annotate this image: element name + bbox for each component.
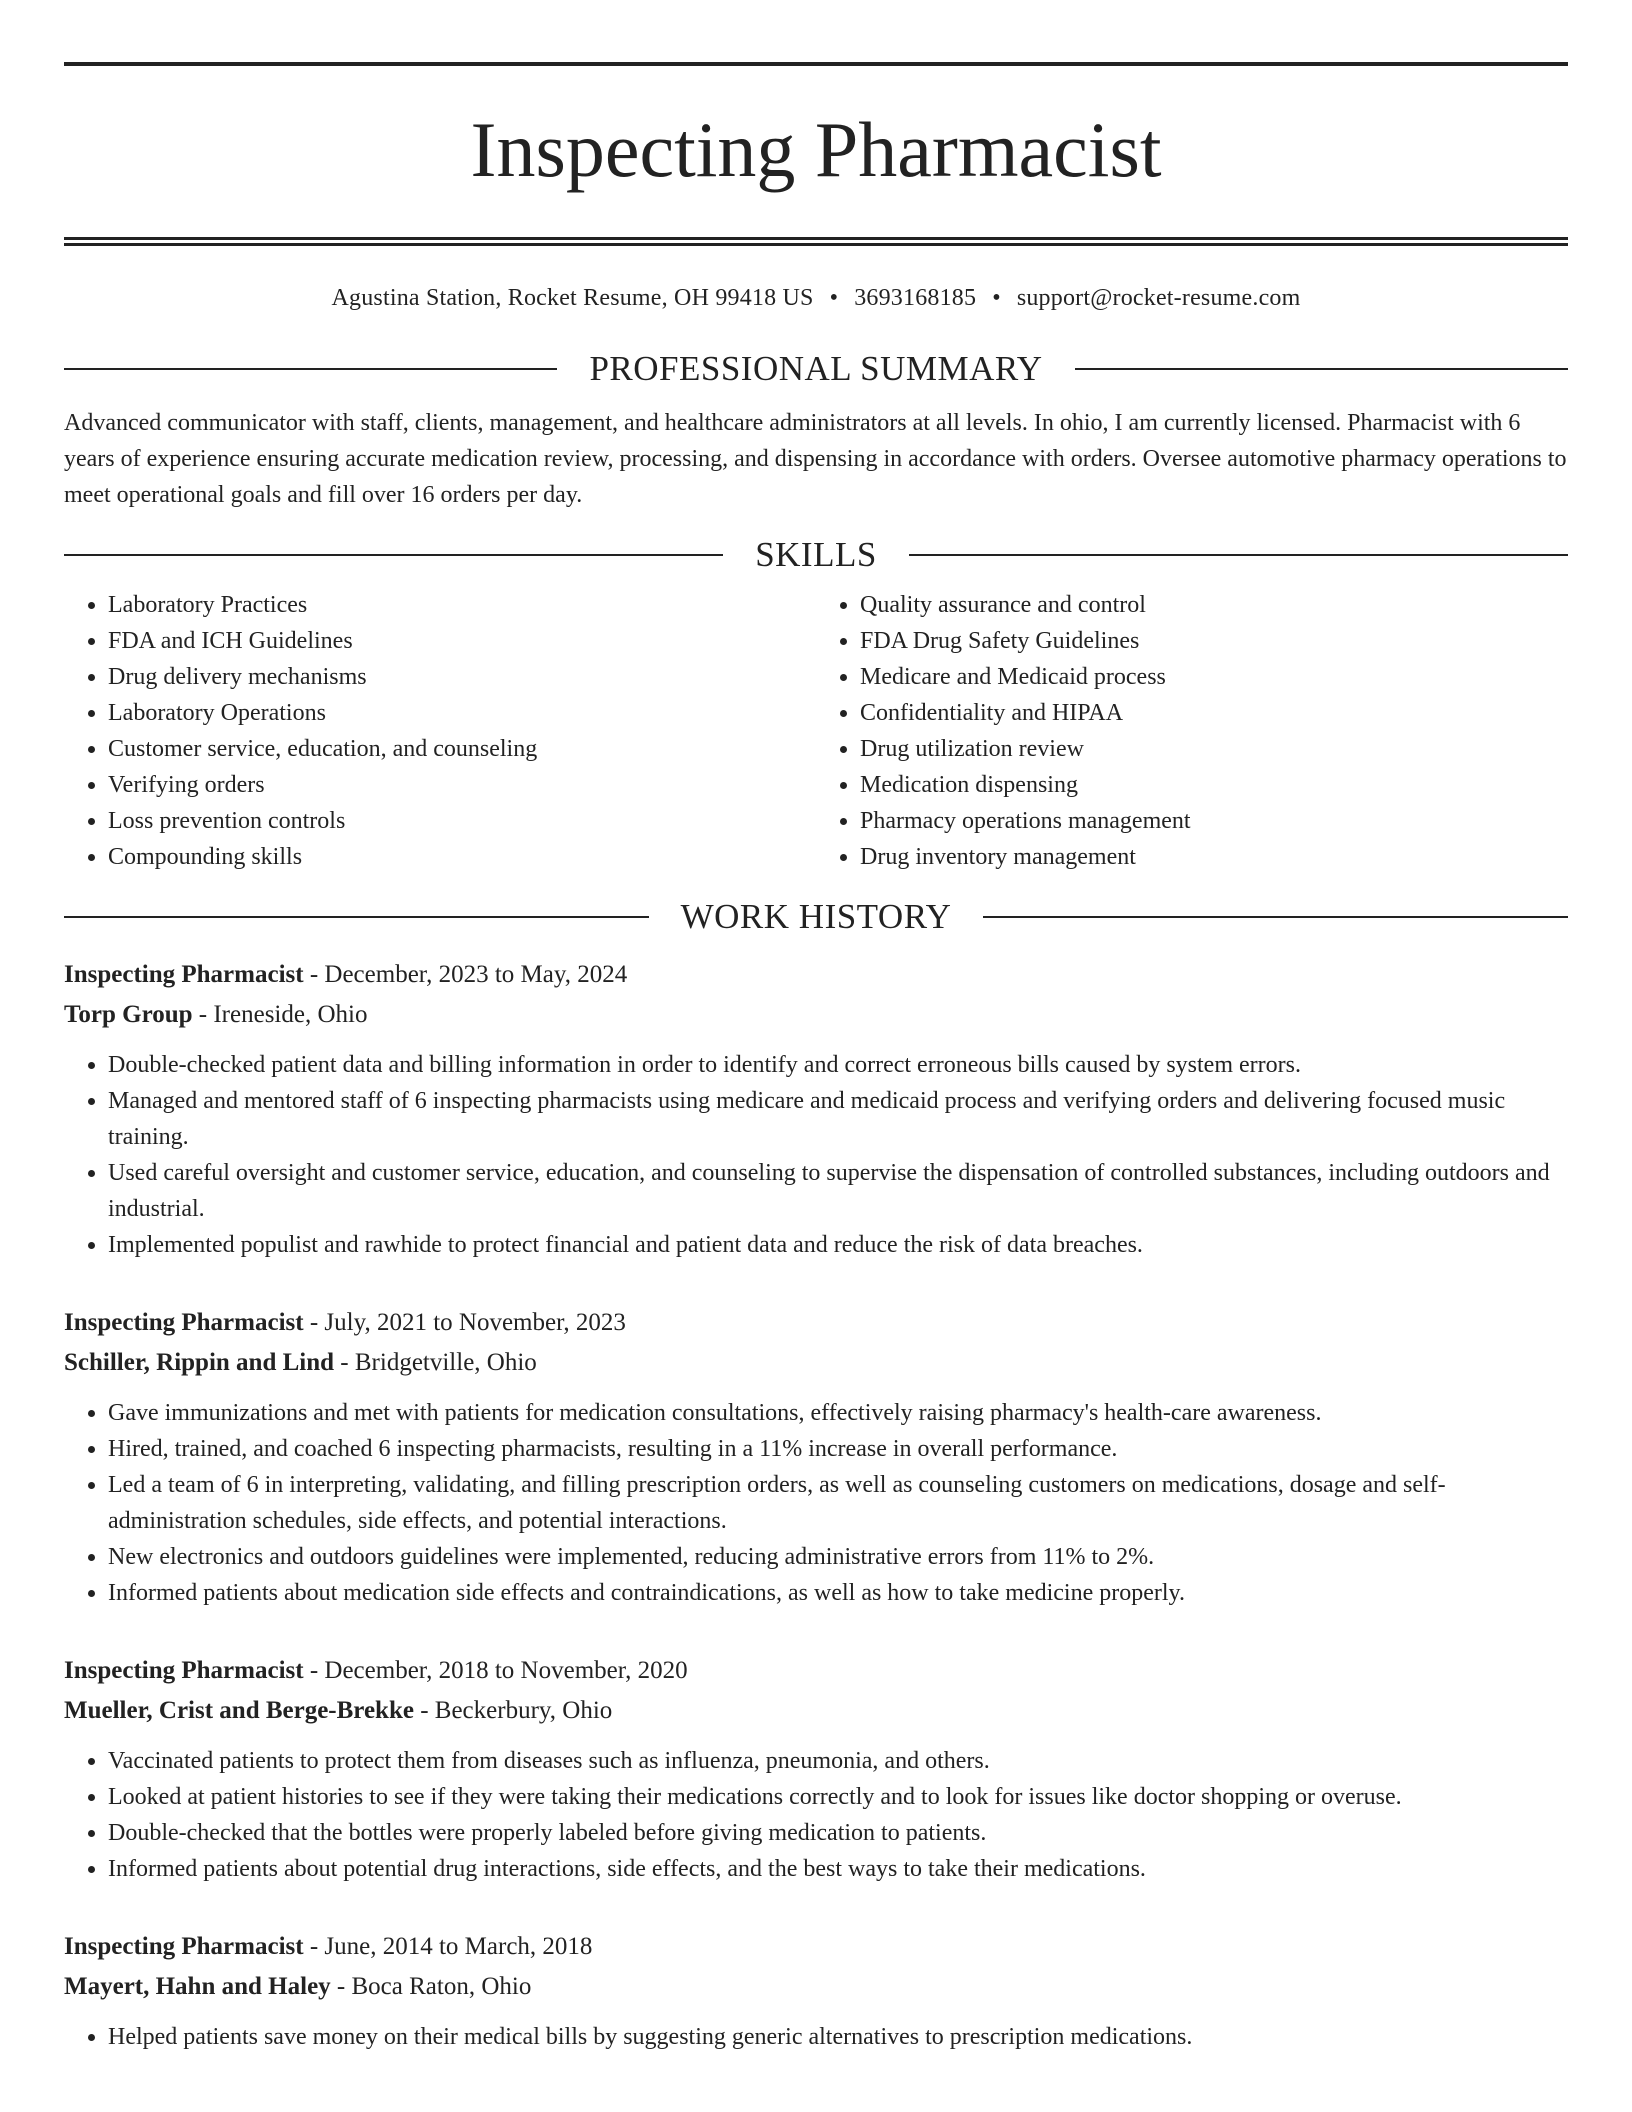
- job-location: Bridgetville, Ohio: [354, 1349, 537, 1376]
- job-location: Ireneside, Ohio: [213, 1001, 368, 1028]
- contact-email: support@rocket-resume.com: [1016, 285, 1301, 311]
- skill-item: • Laboratory Operations: [108, 695, 816, 731]
- skills-heading: [64, 533, 1568, 577]
- job-dash: -: [192, 1001, 214, 1028]
- skill-item: • Drug inventory management: [860, 839, 1568, 875]
- job-title: Inspecting Pharmacist: [64, 1309, 304, 1336]
- job-bullet: • Vaccinated patients to protect them from diseases such as influenza, pneumonia, and others.: [108, 1743, 1568, 1779]
- skill-item: • FDA Drug Safety Guidelines: [860, 623, 1568, 659]
- job-bullet: • New electronics and outdoors guidelines were implemented, reducing administrative errors from 11% to 2%.: [108, 1539, 1568, 1575]
- contact-address: Agustina Station, Rocket Resume, OH 99418 US: [331, 285, 814, 311]
- header-double-rule: [64, 237, 1568, 246]
- job-dash: -: [413, 1697, 435, 1724]
- job-entry: [64, 1927, 1568, 2055]
- job-title: Inspecting Pharmacist: [64, 1657, 304, 1684]
- summary-heading-title: PROFESSIONAL SUMMARY: [589, 349, 1043, 388]
- heading-rule-right: [1075, 368, 1568, 370]
- skill-item: • Laboratory Practices: [108, 587, 816, 623]
- skills-list-left: [64, 587, 816, 875]
- resume-name: Inspecting Pharmacist: [470, 106, 1162, 193]
- job-entry: [64, 1303, 1568, 1611]
- job-company-line: [64, 1343, 1568, 1383]
- skill-item: • Pharmacy operations management: [860, 803, 1568, 839]
- job-company-line: [64, 1967, 1568, 2007]
- skill-item: • FDA and ICH Guidelines: [108, 623, 816, 659]
- job-bullet: • Helped patients save money on their medical bills by suggesting generic alternatives to prescription medications.: [108, 2019, 1568, 2055]
- job-entry: [64, 955, 1568, 1263]
- job-company: Mueller, Crist and Berge-Brekke: [64, 1697, 414, 1724]
- job-dates: December, 2023 to May, 2024: [324, 961, 628, 988]
- job-company-line: [64, 1691, 1568, 1731]
- job-bullets: [64, 1395, 1568, 1611]
- contact-phone: 3693168185: [854, 285, 977, 311]
- contact-separator: •: [829, 285, 839, 311]
- skill-item: • Medicare and Medicaid process: [860, 659, 1568, 695]
- job-company: Mayert, Hahn and Haley: [64, 1973, 331, 2000]
- job-dates: December, 2018 to November, 2020: [324, 1657, 688, 1684]
- skills-heading-title: SKILLS: [755, 535, 877, 574]
- heading-rule-left: [64, 554, 723, 556]
- heading-rule-left: [64, 916, 649, 918]
- work-heading: [64, 895, 1568, 939]
- job-bullets: [64, 1047, 1568, 1263]
- job-bullet: • Hired, trained, and coached 6 inspecting pharmacists, resulting in a 11% increase in overall performance.: [108, 1431, 1568, 1467]
- job-bullet: • Used careful oversight and customer service, education, and counseling to supervise the dispensation of controlled substances, including outdoors and industrial.: [108, 1155, 1568, 1227]
- job-company: Torp Group: [64, 1001, 193, 1028]
- skill-item: • Loss prevention controls: [108, 803, 816, 839]
- contact-separator: •: [992, 285, 1001, 311]
- job-bullet: • Led a team of 6 in interpreting, validating, and filling prescription orders, as well as counseling customers on medications, dosage and self-administration schedules, side effects, and potential interactions.: [108, 1467, 1568, 1539]
- job-bullet: • Informed patients about medication side effects and contraindications, as well as how to take medicine properly.: [108, 1575, 1568, 1611]
- job-title-line: [64, 1303, 1568, 1343]
- job-location: Beckerbury, Ohio: [434, 1697, 613, 1724]
- job-bullet: • Gave immunizations and met with patients for medication consultations, effectively raising pharmacy's health-care awareness.: [108, 1395, 1568, 1431]
- heading-rule-left: [64, 368, 557, 370]
- job-bullets: [64, 1743, 1568, 1887]
- skill-item: • Verifying orders: [108, 767, 816, 803]
- job-bullet: • Informed patients about potential drug interactions, side effects, and the best ways to take their medications.: [108, 1851, 1568, 1887]
- job-title-line: [64, 1651, 1568, 1691]
- heading-rule-right: [909, 554, 1568, 556]
- skills-columns: [64, 587, 1568, 875]
- summary-text: Advanced communicator with staff, clients, management, and healthcare administrators at all levels. In ohio, I am currently licensed. Pharmacist with 6 years of experience ensuring accurate medication review, processing, and dispensing in accordance with orders. Oversee automotive pharmacy operations to meet operational goals and fill over 16 orders per day.: [64, 410, 1567, 508]
- contact-line: [64, 281, 1568, 315]
- job-dash: -: [303, 1657, 325, 1684]
- job-title-line: [64, 1927, 1568, 1967]
- skill-item: • Confidentiality and HIPAA: [860, 695, 1568, 731]
- skill-item: • Drug delivery mechanisms: [108, 659, 816, 695]
- skill-item: • Compounding skills: [108, 839, 816, 875]
- job-location: Boca Raton, Ohio: [351, 1973, 532, 2000]
- skill-item: • Quality assurance and control: [860, 587, 1568, 623]
- heading-rule-right: [983, 916, 1568, 918]
- work-history-list: [64, 955, 1568, 2055]
- skill-item: • Customer service, education, and counseling: [108, 731, 816, 767]
- job-dash: -: [334, 1349, 355, 1376]
- job-title: Inspecting Pharmacist: [64, 1933, 304, 1960]
- job-company-line: [64, 995, 1568, 1035]
- job-title-line: [64, 955, 1568, 995]
- job-dates: July, 2021 to November, 2023: [324, 1309, 626, 1336]
- job-company: Schiller, Rippin and Lind: [64, 1349, 335, 1376]
- job-bullet: • Looked at patient histories to see if they were taking their medications correctly and to look for issues like doctor shopping or overuse.: [108, 1779, 1568, 1815]
- job-dates: June, 2014 to March, 2018: [324, 1933, 593, 1960]
- job-bullet: • Double-checked that the bottles were properly labeled before giving medication to patients.: [108, 1815, 1568, 1851]
- job-bullet: • Managed and mentored staff of 6 inspecting pharmacists using medicare and medicaid process and verifying orders and delivering focused music training.: [108, 1083, 1568, 1155]
- job-dash: -: [330, 1973, 352, 2000]
- job-entry: [64, 1651, 1568, 1887]
- header-top-rule: [64, 62, 1568, 66]
- job-dash: -: [303, 1309, 325, 1336]
- summary-heading: [64, 347, 1568, 391]
- work-heading-title: WORK HISTORY: [680, 897, 952, 936]
- job-bullet: • Double-checked patient data and billing information in order to identify and correct erroneous bills caused by system errors.: [108, 1047, 1568, 1083]
- job-title: Inspecting Pharmacist: [64, 961, 304, 988]
- skills-list-right: [816, 587, 1568, 875]
- job-dash: -: [303, 1933, 325, 1960]
- skill-item: • Medication dispensing: [860, 767, 1568, 803]
- skill-item: • Drug utilization review: [860, 731, 1568, 767]
- job-bullet: • Implemented populist and rawhide to protect financial and patient data and reduce the risk of data breaches.: [108, 1227, 1568, 1263]
- job-dash: -: [303, 961, 325, 988]
- job-bullets: [64, 2019, 1568, 2055]
